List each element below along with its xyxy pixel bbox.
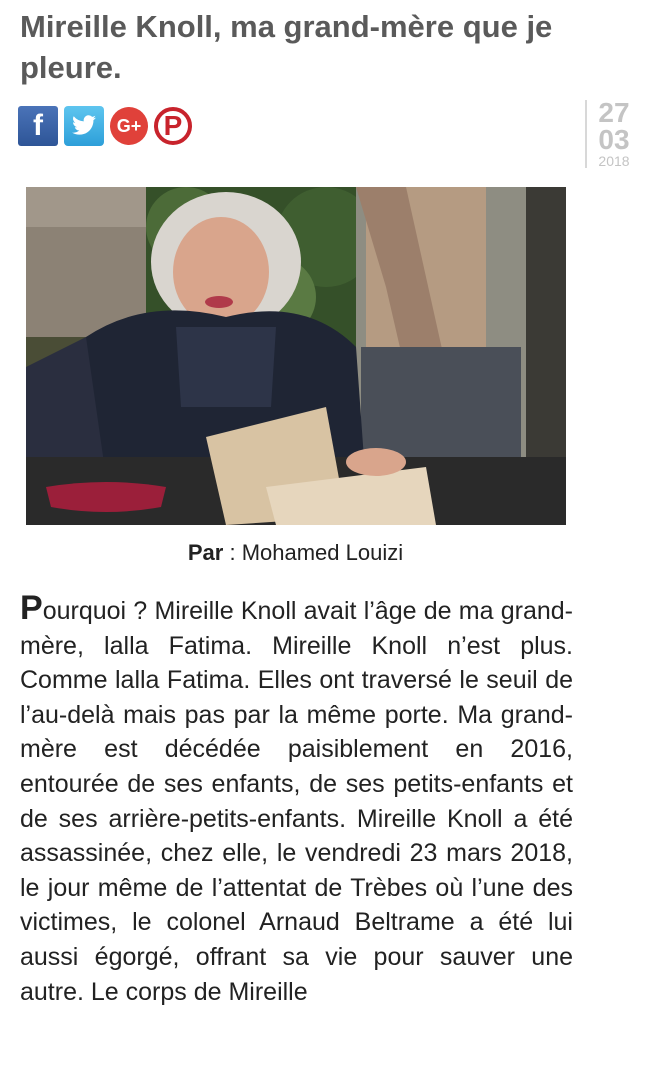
byline	[0, 538, 591, 568]
dropcap: P	[20, 589, 43, 627]
photo-illustration	[26, 187, 566, 525]
facebook-share-button[interactable]	[18, 106, 58, 146]
article-photo	[26, 187, 566, 525]
byline-author: Mohamed Louizi	[241, 540, 404, 565]
google-plus-share-button[interactable]	[110, 107, 148, 145]
share-bar	[18, 106, 192, 146]
twitter-share-button[interactable]	[64, 106, 104, 146]
publication-date	[585, 97, 633, 169]
date-year: 2018	[598, 153, 630, 169]
pinterest-icon: P	[163, 110, 183, 141]
article-title: Mireille Knoll, ma grand-mère que je pleure.	[20, 9, 553, 85]
date-month: 03	[598, 124, 630, 155]
date-day: 27	[598, 97, 630, 128]
pinterest-share-button[interactable]	[154, 107, 192, 145]
byline-separator: :	[223, 540, 242, 565]
google-plus-icon: G+	[116, 115, 142, 136]
twitter-icon	[71, 115, 97, 137]
article-body	[20, 591, 573, 1009]
byline-label: Par	[187, 540, 224, 565]
article-body-text: ourquoi ? Mireille Knoll avait l’âge de ma grand-mère, lalla Fatima. Mireille Knoll n’est plus. Comme lalla Fatima. Elles ont traversé le seuil de l’au-delà mais pas par la même porte. Ma grand-mère est décédée paisiblement en 2016, entourée de ses enfants, de ses petits-enfants et de ses arrière-petits-enfants. Mireille Knoll a été assassinée, chez elle, le vendredi 23 mars 2018, le jour même de l’attentat de Trèbes où l’une des victimes, le colonel Arnaud Beltrame a été lui aussi égorgé, offrant sa vie pour sauver une autre. Le corps de Mireille	[20, 597, 573, 1006]
facebook-icon: f	[33, 109, 43, 142]
